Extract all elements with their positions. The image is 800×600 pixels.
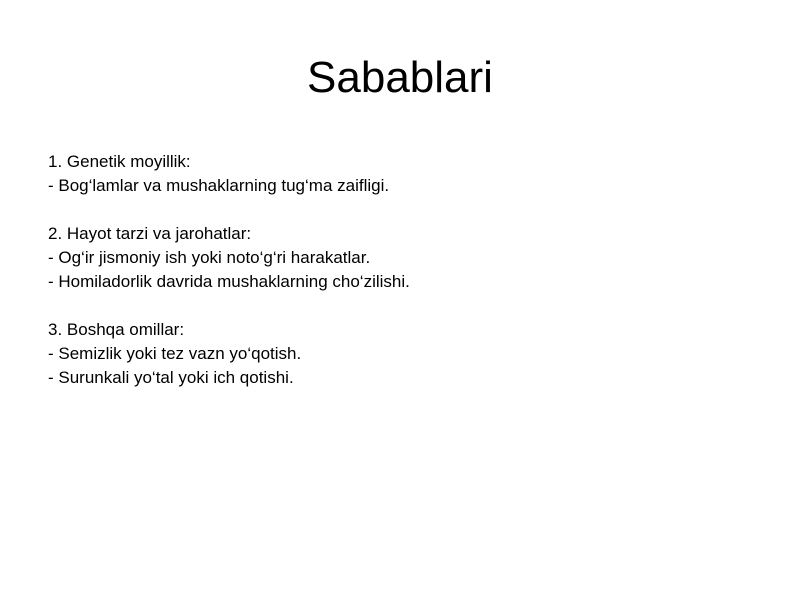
slide-body	[48, 150, 748, 414]
section-genetic	[48, 150, 748, 198]
section-lifestyle	[48, 222, 748, 294]
bullet-item: - Bog‘lamlar va mushaklarning tug‘ma zaifligi.	[48, 176, 390, 195]
bullet-item: - Surunkali yo‘tal yoki ich qotishi.	[48, 368, 294, 387]
bullet-item: - Og‘ir jismoniy ish yoki noto‘g‘ri harakatlar.	[48, 248, 371, 267]
bullet-item: - Homiladorlik davrida mushaklarning cho‘zilishi.	[48, 272, 410, 291]
section-heading: 2. Hayot tarzi va jarohatlar:	[48, 224, 252, 243]
section-heading: 1. Genetik moyillik:	[48, 152, 191, 171]
section-heading: 3. Boshqa omillar:	[48, 320, 185, 339]
bullet-item: - Semizlik yoki tez vazn yo‘qotish.	[48, 344, 302, 363]
section-other	[48, 318, 748, 390]
slide-title: Sabablari	[307, 53, 493, 102]
